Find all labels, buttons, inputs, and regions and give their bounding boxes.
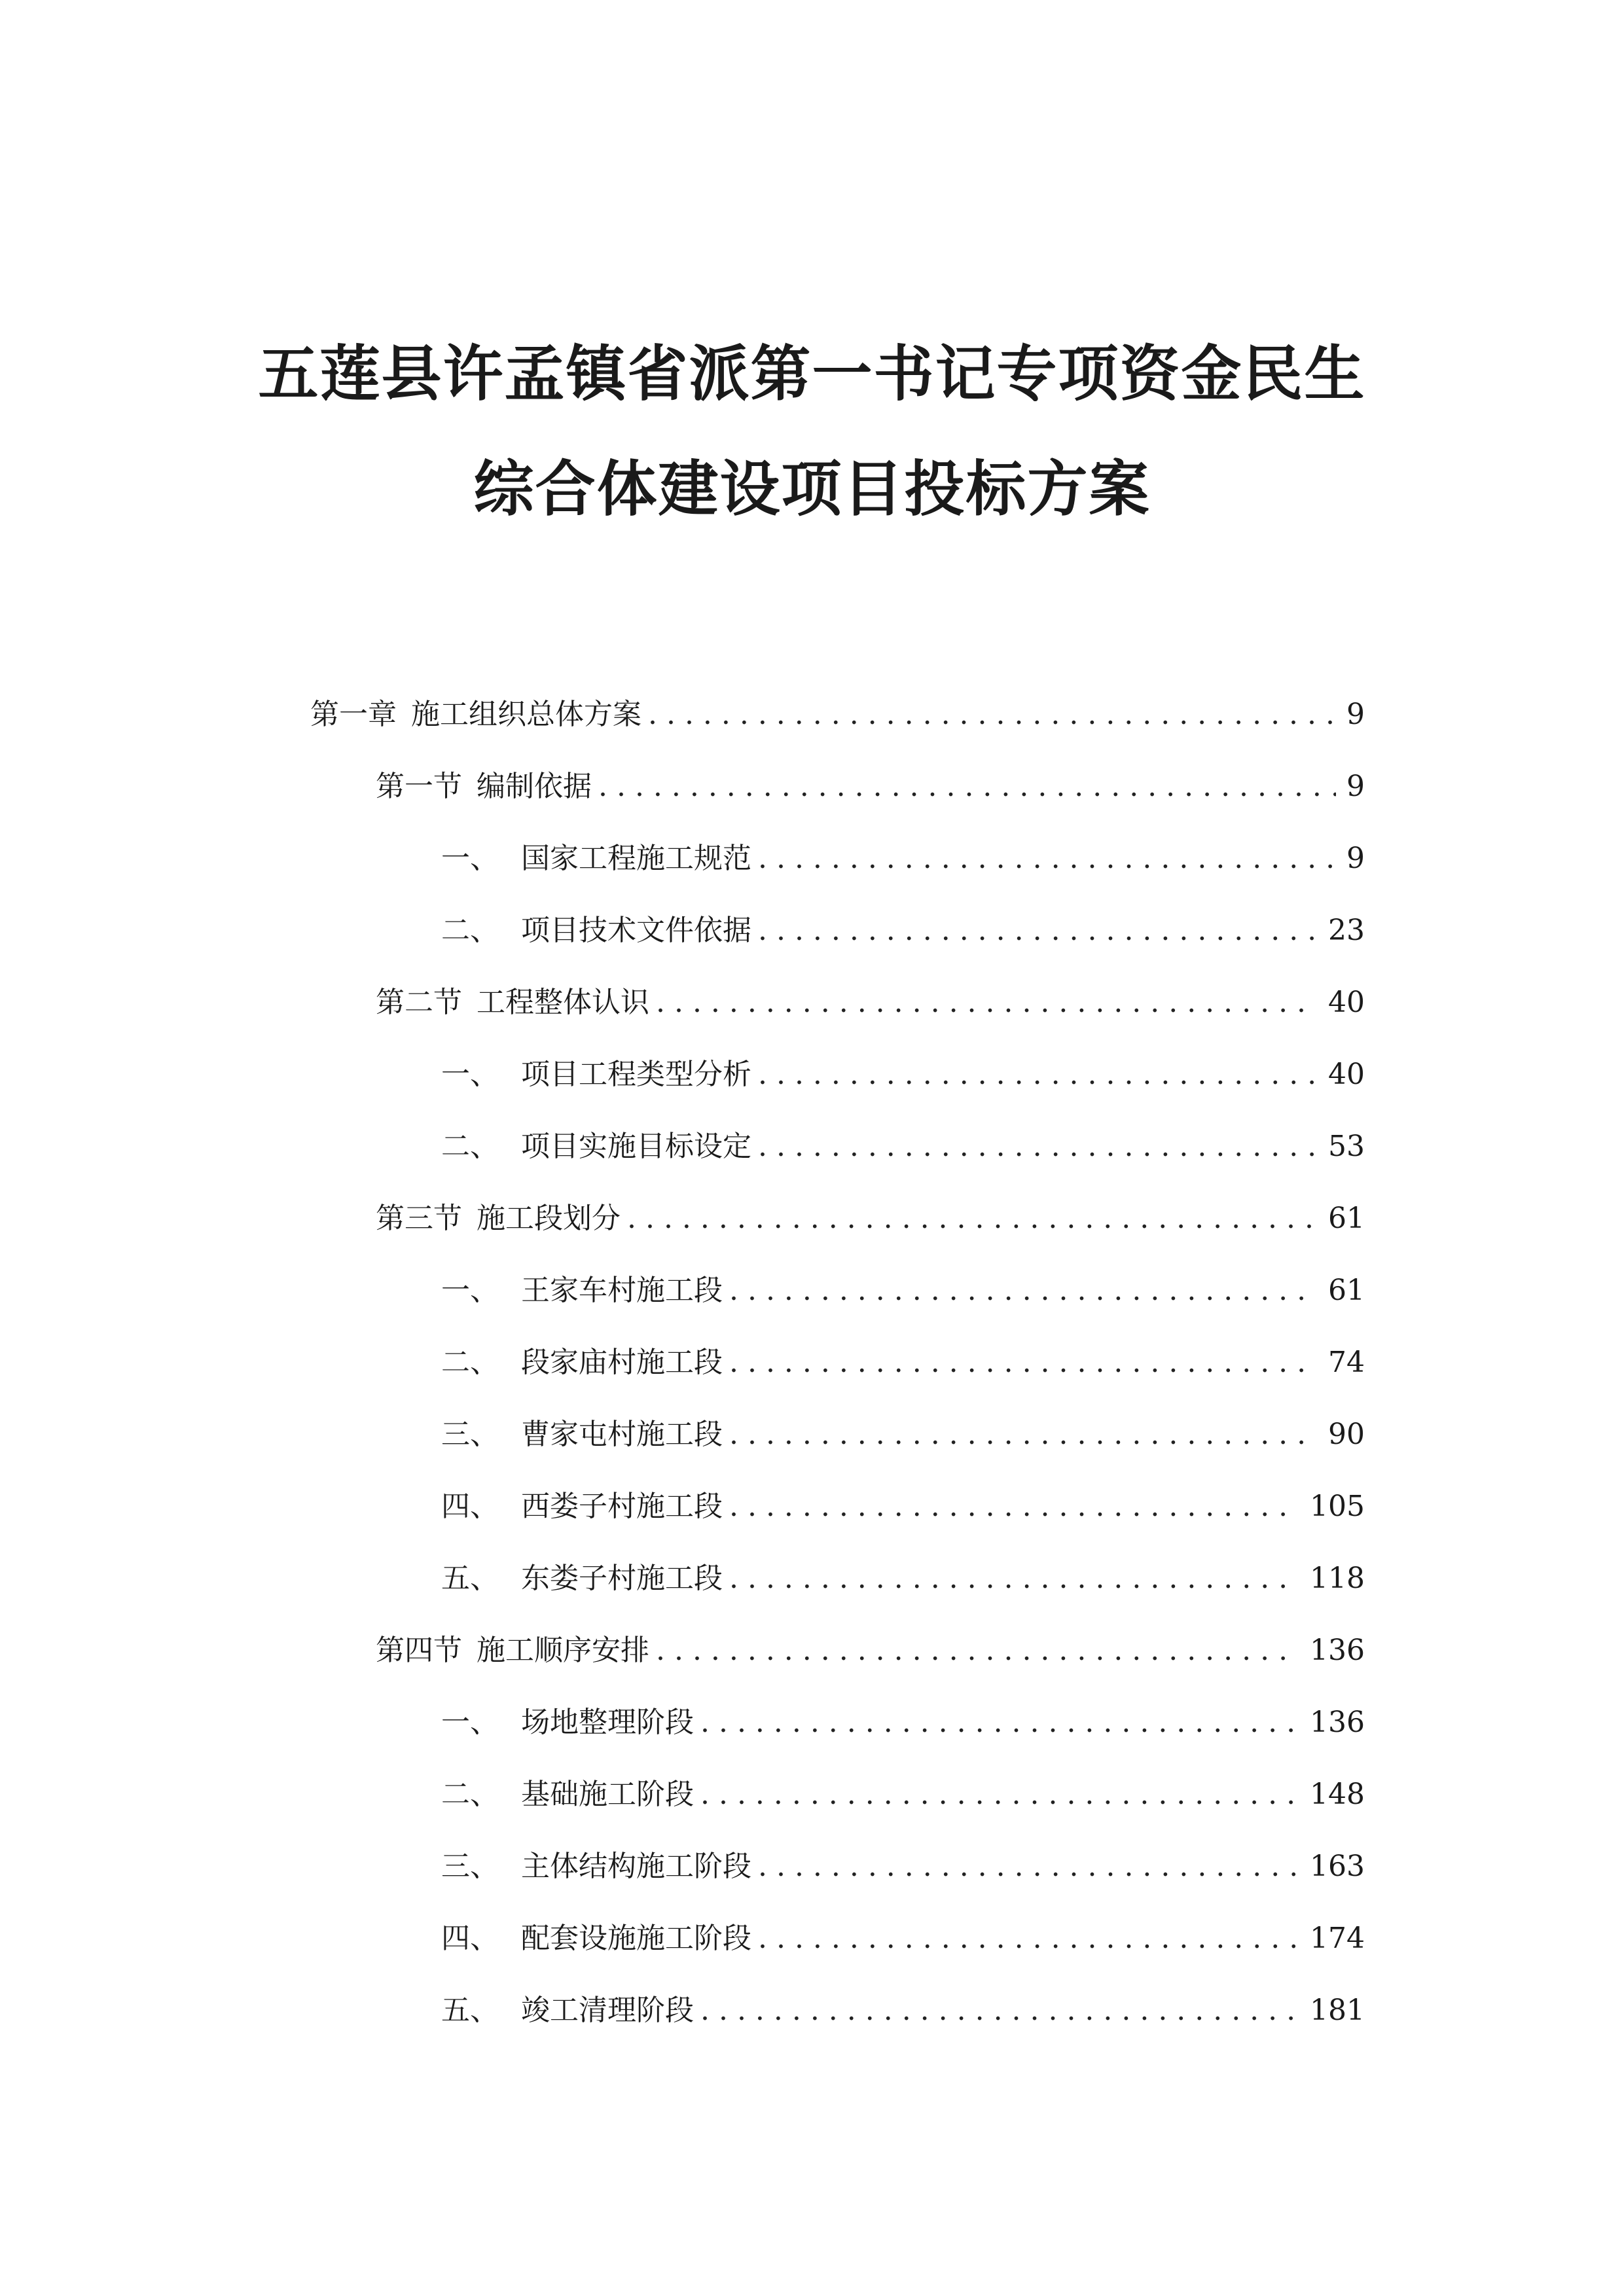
toc-entry-number: 五、 <box>441 1562 499 1595</box>
toc-entry[interactable] <box>376 1631 1365 1670</box>
toc-entry-number: 第一章 <box>310 698 397 731</box>
toc-entry-title: 东娄子村施工段 <box>521 1562 723 1595</box>
toc-dot-leader <box>758 1924 1299 1953</box>
toc-entry-number: 二、 <box>441 1346 499 1379</box>
toc-entry-title: 西娄子村施工段 <box>521 1490 723 1523</box>
toc-entry[interactable] <box>441 1703 1365 1742</box>
toc-dot-leader <box>729 1348 1318 1377</box>
toc-dot-leader <box>656 988 1318 1017</box>
toc-entry-number: 二、 <box>441 914 499 947</box>
toc-entry[interactable] <box>441 1559 1365 1598</box>
toc-entry-page-number: 61 <box>1328 1274 1365 1307</box>
toc-entry-page-number: 40 <box>1328 1058 1365 1091</box>
toc-entry-page-number: 61 <box>1328 1202 1365 1235</box>
toc-entry-page-number: 148 <box>1310 1778 1365 1811</box>
toc-entry[interactable] <box>376 1199 1365 1238</box>
toc-entry-title: 项目技术文件依据 <box>521 914 751 947</box>
toc-entry-page-number: 163 <box>1310 1850 1365 1883</box>
toc-entry-page-number: 23 <box>1328 914 1365 947</box>
toc-entry-number: 二、 <box>441 1130 499 1163</box>
toc-entry-title: 王家车村施工段 <box>521 1274 723 1307</box>
toc-dot-leader <box>729 1564 1299 1593</box>
document-title-line-1: 五莲县许孟镇省派第一书记专项资金民生 <box>258 339 1366 409</box>
toc-entry[interactable] <box>441 1271 1365 1310</box>
toc-entry-page-number: 136 <box>1310 1634 1365 1667</box>
toc-entry-title: 曹家屯村施工段 <box>521 1418 723 1451</box>
toc-dot-leader <box>729 1420 1318 1449</box>
toc-entry-title: 施工顺序安排 <box>477 1634 649 1667</box>
toc-dot-leader <box>656 1636 1299 1665</box>
toc-entry-title: 项目工程类型分析 <box>521 1058 751 1091</box>
toc-entry-title: 项目实施目标设定 <box>521 1130 751 1163</box>
toc-entry-number: 三、 <box>441 1418 499 1451</box>
toc-entry-number: 第三节 <box>376 1202 462 1235</box>
toc-entry-title: 场地整理阶段 <box>521 1706 694 1739</box>
toc-dot-leader <box>627 1204 1318 1233</box>
toc-dot-leader <box>729 1276 1318 1305</box>
toc-entry[interactable] <box>441 1055 1365 1094</box>
toc-dot-leader <box>700 1780 1299 1809</box>
toc-entry-number: 四、 <box>441 1490 499 1523</box>
toc-entry[interactable] <box>376 983 1365 1022</box>
toc-entry-page-number: 90 <box>1328 1418 1365 1451</box>
toc-entry[interactable] <box>441 911 1365 950</box>
document-title-line-2: 综合体建设项目投标方案 <box>473 454 1151 524</box>
toc-entry[interactable] <box>441 1415 1365 1454</box>
toc-entry[interactable] <box>441 1487 1365 1526</box>
toc-entry-number: 一、 <box>441 1706 499 1739</box>
toc-entry-number: 四、 <box>441 1922 499 1955</box>
toc-dot-leader <box>729 1492 1299 1521</box>
toc-entry-title: 施工组织总体方案 <box>411 698 641 731</box>
toc-entry-number: 五、 <box>441 1994 499 2027</box>
toc-entry-page-number: 105 <box>1310 1490 1365 1523</box>
toc-entry-page-number: 174 <box>1310 1922 1365 1955</box>
toc-entry-number: 一、 <box>441 842 499 875</box>
toc-entry[interactable] <box>441 1343 1365 1382</box>
toc-entry-number: 第二节 <box>376 986 462 1019</box>
toc-dot-leader <box>758 844 1336 873</box>
toc-entry-number: 三、 <box>441 1850 499 1883</box>
toc-entry-title: 配套设施施工阶段 <box>521 1922 751 1955</box>
toc-entry[interactable] <box>376 767 1365 806</box>
toc-entry-title: 基础施工阶段 <box>521 1778 694 1811</box>
toc-entry-page-number: 181 <box>1310 1994 1365 2027</box>
toc-entry-page-number: 9 <box>1346 842 1365 875</box>
toc-entry-page-number: 118 <box>1310 1562 1365 1595</box>
toc-dot-leader <box>700 1996 1299 2025</box>
toc-entry[interactable] <box>310 695 1365 734</box>
toc-dot-leader <box>700 1708 1299 1737</box>
toc-dot-leader <box>758 1852 1299 1881</box>
toc-entry-number: 第四节 <box>376 1634 462 1667</box>
toc-entry-number: 一、 <box>441 1058 499 1091</box>
toc-entry-title: 主体结构施工阶段 <box>521 1850 751 1883</box>
toc-entry-page-number: 74 <box>1328 1346 1365 1379</box>
toc-entry[interactable] <box>441 839 1365 878</box>
toc-entry[interactable] <box>441 1991 1365 2030</box>
toc-entry-page-number: 136 <box>1310 1706 1365 1739</box>
toc-entry-title: 竣工清理阶段 <box>521 1994 694 2027</box>
toc-entry-number: 二、 <box>441 1778 499 1811</box>
toc-dot-leader <box>758 916 1318 945</box>
toc-entry-page-number: 9 <box>1346 770 1365 803</box>
toc-entry[interactable] <box>441 1127 1365 1166</box>
toc-entry-number: 一、 <box>441 1274 499 1307</box>
toc-dot-leader <box>598 772 1336 801</box>
toc-entry[interactable] <box>441 1775 1365 1814</box>
toc-entry-title: 国家工程施工规范 <box>521 842 751 875</box>
toc-entry[interactable] <box>441 1847 1365 1886</box>
toc-dot-leader <box>758 1060 1318 1089</box>
toc-entry-title: 编制依据 <box>477 770 592 803</box>
toc-entry-title: 段家庙村施工段 <box>521 1346 723 1379</box>
toc-entry-page-number: 9 <box>1346 698 1365 731</box>
toc-entry-page-number: 53 <box>1328 1130 1365 1163</box>
toc-entry-title: 工程整体认识 <box>477 986 649 1019</box>
toc-entry[interactable] <box>441 1919 1365 1958</box>
toc-dot-leader <box>758 1132 1318 1161</box>
toc-entry-title: 施工段划分 <box>477 1202 621 1235</box>
toc-entry-page-number: 40 <box>1328 986 1365 1019</box>
toc-entry-number: 第一节 <box>376 770 462 803</box>
toc-dot-leader <box>648 700 1336 729</box>
